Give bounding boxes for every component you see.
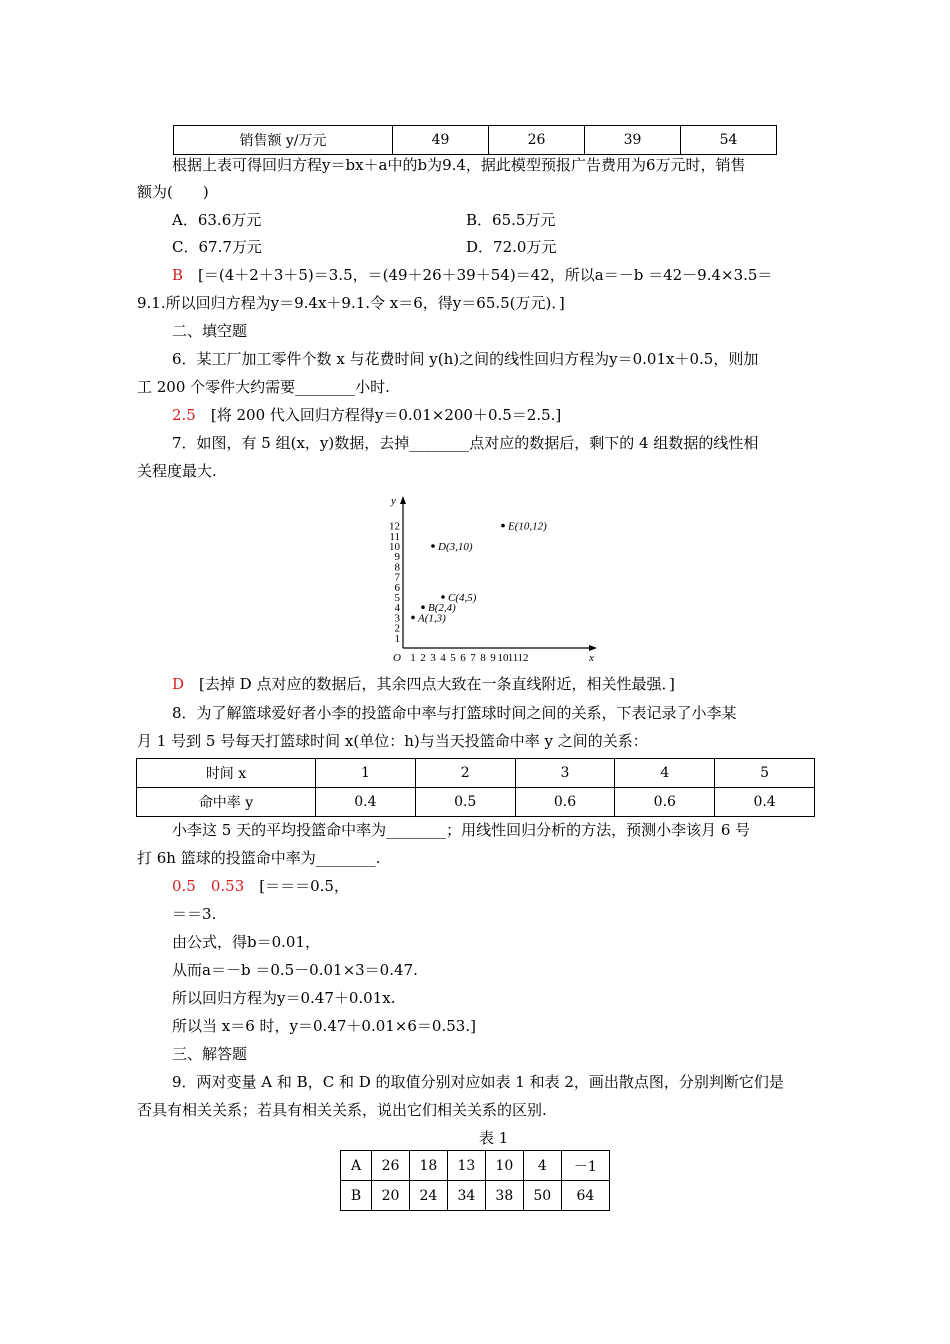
y-tick-label: 11 <box>389 530 400 543</box>
q8-line2: 月 1 号到 5 号每天打篮球时间 x(单位：h)与当天投篮命中率 y 之间的关系： <box>137 732 648 750</box>
q8-solution-line2: ＝＝3. <box>172 905 217 923</box>
scatter-plot <box>375 490 605 665</box>
sales-cell: 39 <box>585 126 681 155</box>
hit-rate-table <box>136 758 815 817</box>
y-tick-label: 2 <box>394 622 400 635</box>
b-cell: 38 <box>485 1181 523 1211</box>
q6-solution <box>172 405 561 425</box>
sales-cell: 26 <box>489 126 585 155</box>
q7-solution <box>172 674 675 694</box>
rate-cell: 0.6 <box>515 788 615 817</box>
y-tick-label: 9 <box>394 551 400 564</box>
ab-table <box>340 1150 610 1211</box>
q5-option-a: A．63.6万元 <box>172 211 262 229</box>
b-header: B <box>341 1181 372 1211</box>
x-tick-label: 9 <box>490 652 496 664</box>
x-tick-label: 2 <box>420 652 426 664</box>
b-cell: 50 <box>523 1181 561 1211</box>
y-axis-arrow <box>400 496 406 504</box>
x-tick-label: 12 <box>517 652 529 664</box>
q6-line1: 6．某工厂加工零件个数 x 与花费时间 y(h)之间的线性回归方程为y＝0.01x＋0.5，则加 <box>172 350 759 368</box>
time-cell: 3 <box>515 759 615 788</box>
b-cell: 34 <box>447 1181 485 1211</box>
rate-cell: 0.4 <box>316 788 416 817</box>
a-header: A <box>341 1151 372 1181</box>
q6-answer: 2.5 <box>172 406 196 424</box>
y-tick-label: 4 <box>394 602 400 615</box>
q7-solution-text: [去掉 D 点对应的数据后，其余四点大致在一条直线附近，相关性最强．] <box>184 675 675 693</box>
time-cell: 2 <box>415 759 515 788</box>
rate-header: 命中率 y <box>137 788 316 817</box>
time-cell: 5 <box>715 759 815 788</box>
q5-solution-text: [＝(4＋2＋3＋5)＝3.5，＝(49＋26＋39＋54)＝42，所以a＝－b ＝42－9.4×3.5＝ <box>183 266 773 284</box>
table-caption: 表 1 <box>479 1129 509 1147</box>
section-heading: 二、填空题 <box>172 322 248 340</box>
q5-solution-line2: 9.1.所以回归方程为y＝9.4x＋9.1.令 x＝6，得y＝65.5(万元)．] <box>137 294 565 312</box>
x-tick-label: 6 <box>460 652 466 664</box>
point-label: D(3,10) <box>438 541 473 553</box>
sales-header: 销售额 y/万元 <box>174 126 393 155</box>
q5-option-d: D．72.0万元 <box>466 238 557 256</box>
x-tick-label: 11 <box>507 652 519 664</box>
x-tick-label: 8 <box>480 652 486 664</box>
point-label: A(1,3) <box>418 612 446 625</box>
q8-line1: 8．为了解篮球爱好者小李的投篮命中率与打篮球时间之间的关系，下表记录了小李某 <box>172 704 737 722</box>
sales-cell: 54 <box>681 126 777 155</box>
q6-solution-text: [将 200 代入回归方程得y＝0.01×200＋0.5＝2.5.] <box>195 406 562 424</box>
data-point <box>421 605 425 609</box>
a-cell: 13 <box>447 1151 485 1181</box>
b-cell: 64 <box>561 1181 609 1211</box>
y-tick-label: 6 <box>394 581 400 594</box>
time-cell: 4 <box>615 759 715 788</box>
q9-line1: 9．两对变量 A 和 B，C 和 D 的取值分别对应如表 1 和表 2，画出散点图，分别判断它们是 <box>172 1073 784 1091</box>
q5-option-b: B．65.5万元 <box>466 211 556 229</box>
q5-option-c: C．67.7万元 <box>172 238 262 256</box>
a-cell: 10 <box>485 1151 523 1181</box>
q8-solution <box>172 876 349 896</box>
b-cell: 24 <box>409 1181 447 1211</box>
y-axis-label: y <box>391 495 396 507</box>
a-cell: 4 <box>523 1151 561 1181</box>
q5-line2: 额为( ) <box>137 183 209 201</box>
x-axis-arrow <box>589 645 597 651</box>
x-tick-label: 5 <box>450 652 456 664</box>
q5-line1: 根据上表可得回归方程y＝bx＋a中的b为9.4，据此模型预报广告费用为6万元时，销售 <box>172 156 746 174</box>
rate-cell: 0.5 <box>415 788 515 817</box>
y-tick-label: 8 <box>394 561 400 574</box>
y-tick-label: 3 <box>394 612 400 625</box>
q8-solution-text: [＝＝＝0.5， <box>244 877 349 895</box>
rate-cell: 0.4 <box>715 788 815 817</box>
q5-solution <box>172 265 772 285</box>
q8-solution-line6: 所以当 x＝6 时，y＝0.47＋0.01×6＝0.53.] <box>172 1017 476 1035</box>
q7-line1: 7．如图，有 5 组(x，y)数据，去掉________点对应的数据后，剩下的 4 组数据的线性相 <box>172 434 759 452</box>
rate-cell: 0.6 <box>615 788 715 817</box>
x-tick-label: 1 <box>410 652 416 664</box>
y-tick-label: 12 <box>389 520 400 533</box>
q5-answer: B <box>172 266 184 284</box>
y-tick-label: 5 <box>394 592 400 604</box>
q7-line2: 关程度最大. <box>137 462 217 480</box>
data-point <box>411 616 415 620</box>
origin-label: O <box>393 652 401 664</box>
q8-answer: 0.5 0.53 <box>172 877 245 895</box>
q6-line2: 工 200 个零件大约需要________小时. <box>137 378 390 396</box>
q8-solution-line4: 从而a＝－b ＝0.5－0.01×3＝0.47. <box>172 961 418 979</box>
sales-table <box>173 125 777 155</box>
x-tick-label: 4 <box>440 652 446 664</box>
x-tick-label: 10 <box>497 652 509 664</box>
time-header: 时间 x <box>137 759 316 788</box>
q8-solution-line5: 所以回归方程为y＝0.47＋0.01x. <box>172 989 396 1007</box>
point-label: E(10,12) <box>508 520 547 533</box>
a-cell: 18 <box>409 1151 447 1181</box>
y-tick-label: 10 <box>389 541 400 553</box>
q9-line2: 否具有相关关系；若具有相关关系，说出它们相关关系的区别. <box>137 1101 547 1119</box>
a-cell: －1 <box>561 1151 609 1181</box>
x-tick-label: 7 <box>470 652 476 664</box>
x-axis-label: x <box>589 652 594 664</box>
point-label: C(4,5) <box>448 592 477 604</box>
a-cell: 26 <box>372 1151 410 1181</box>
section-heading: 三、解答题 <box>172 1045 248 1063</box>
y-tick-label: 7 <box>394 571 400 584</box>
time-cell: 1 <box>316 759 416 788</box>
data-point <box>441 595 445 599</box>
q7-answer: D <box>172 675 185 693</box>
y-tick-label: 1 <box>394 632 400 645</box>
point-label: B(2,4) <box>428 602 456 615</box>
q8-line4: 打 6h 篮球的投篮命中率为________. <box>137 849 381 867</box>
q8-line3: 小李这 5 天的平均投篮命中率为________；用线性回归分析的方法，预测小李该月 6 号 <box>172 821 751 839</box>
data-point <box>501 524 505 528</box>
sales-cell: 49 <box>393 126 489 155</box>
data-point <box>431 544 435 548</box>
x-tick-label: 3 <box>430 652 436 664</box>
b-cell: 20 <box>372 1181 410 1211</box>
q8-solution-line3: 由公式，得b＝0.01， <box>172 933 321 951</box>
